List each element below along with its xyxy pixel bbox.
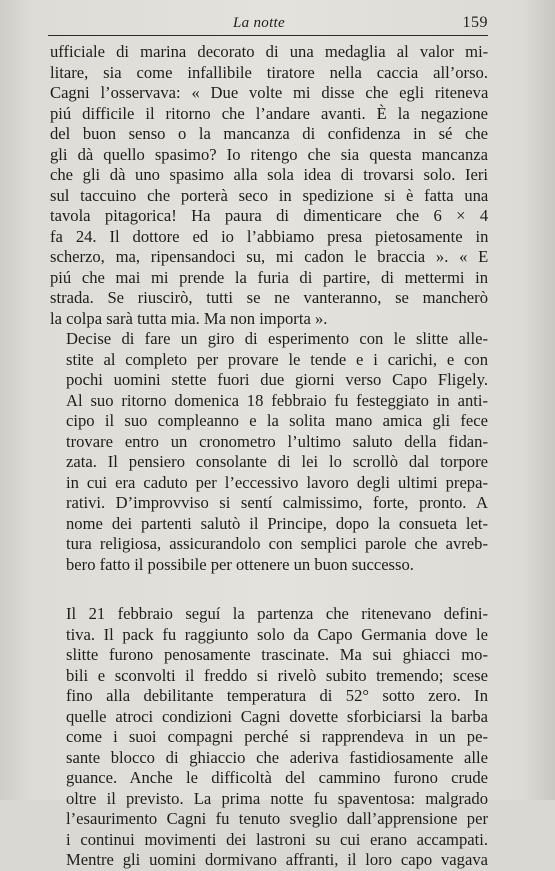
text-line: i continui movimenti dei lastroni su cui erano accampati. bbox=[66, 829, 488, 849]
body-text bbox=[50, 42, 488, 871]
text-line: rativi. D’improvviso si sentí calmissimo, forte, pronto. A bbox=[66, 493, 488, 512]
text-line: strada. Se riuscirò, tutti se ne vanteranno, se mancherò bbox=[50, 288, 488, 307]
header-rule bbox=[48, 35, 488, 36]
text-line: bero fatto il possibile per ottenere un buon successo. bbox=[66, 554, 414, 574]
text-line: piú difficile il ritorno che l’andare avanti. È la negazione bbox=[50, 103, 488, 123]
text-line: gli dà quello spasimo? Io ritengo che sia questa mancanza bbox=[50, 144, 488, 164]
text-line: tiva. Il pack fu raggiunto solo da Capo Germania dove le bbox=[66, 624, 488, 644]
text-line: sul taccuino che porterà seco in spedizione si è fatta una bbox=[50, 185, 489, 205]
text-line: Cagni l’osservava: « Due volte mi disse che egli riteneva bbox=[50, 83, 489, 102]
text-line: guance. Anche le difficoltà del cammino furono crude bbox=[66, 768, 488, 787]
text-line: come i suoi compagni perché si rapprendeva in un pe- bbox=[66, 727, 488, 746]
text-line: fino alla debilitante temperatura di 52° sotto zero. In bbox=[66, 686, 488, 705]
text-line: che gli dà uno spasimo alla sola idea di trovarsi solo. Ieri bbox=[50, 165, 488, 184]
paragraph bbox=[50, 604, 488, 871]
text-line: tavola pitagorica! Ha paura di dimenticare che 6 × 4 bbox=[50, 206, 489, 225]
text-line: trovare entro un cronometro l’ultimo saluto della fidan- bbox=[66, 431, 488, 451]
text-line: scherzo, ma, ripensandoci su, mi cadon le braccia ». « E bbox=[50, 247, 489, 266]
text-line: quelle atroci condizioni Cagni dovette sforbiciarsi la barba bbox=[66, 706, 488, 726]
text-line: bili e sconvolti il freddo si rivelò subito tremendo; scese bbox=[66, 665, 488, 685]
text-line: Mentre gli uomini dormivano affranti, il loro capo vagava bbox=[66, 850, 488, 869]
text-line: sante blocco di ghiaccio che aderiva fastidiosamente alle bbox=[66, 747, 488, 767]
text-line: Al suo ritorno domenica 18 febbraio fu festeggiato in anti- bbox=[66, 390, 488, 410]
section-break bbox=[50, 575, 488, 604]
paragraph bbox=[50, 329, 488, 575]
running-header bbox=[48, 11, 488, 33]
text-line: oltre il previsto. La prima notte fu spaventosa: malgrado bbox=[66, 788, 488, 808]
page-number: 159 bbox=[462, 14, 488, 31]
paragraph-continued bbox=[50, 42, 488, 329]
text-line: pochi uomini stette fuori due giorni verso Capo Fligely. bbox=[66, 370, 488, 389]
text-line: fa 24. Il dottore ed io l’abbiamo presa pietosamente in bbox=[50, 226, 489, 246]
text-line: ufficiale di marina decorato di una medaglia al valor mi- bbox=[50, 42, 489, 61]
text-line: la colpa sarà tutta mia. Ma non importa ». bbox=[50, 308, 328, 328]
text-line: cipo il suo compleanno e la solita mano amica gli fece bbox=[66, 411, 488, 430]
text-line: Il 21 febbraio seguí la partenza che ritenevano defini- bbox=[66, 604, 488, 623]
text-line: tura religiosa, assicurandolo con semplici parole che avreb- bbox=[66, 534, 488, 553]
chapter-title: La notte bbox=[233, 15, 285, 31]
text-line: litare, sia come infallibile tiratore nella caccia all’orso. bbox=[50, 62, 488, 82]
text-line: piú che mai mi prende la furia di partire, di mettermi in bbox=[50, 267, 488, 287]
text-line: in cui era caduto per l’eccessivo lavoro degli ultimi prepa- bbox=[66, 472, 488, 492]
text-line: slitte furono penosamente trascinate. Ma sui ghiacci mo- bbox=[66, 645, 488, 664]
text-line: del buon senso o la mancanza di confidenza in sé che bbox=[50, 124, 488, 143]
text-line: zata. Il pensiero consolante di lei lo scrollò dal torpore bbox=[66, 452, 488, 471]
text-line: l’esaurimento Cagni fu tenuto sveglio dall’apprensione per bbox=[66, 809, 488, 828]
text-line: nome dei partenti salutò il Principe, dopo la consueta let- bbox=[66, 513, 488, 533]
text-line: Decise di fare un giro di esperimento con le slitte alle- bbox=[66, 329, 488, 348]
text-line: stite al completo per provare le tende e i carichi, e con bbox=[66, 349, 488, 369]
